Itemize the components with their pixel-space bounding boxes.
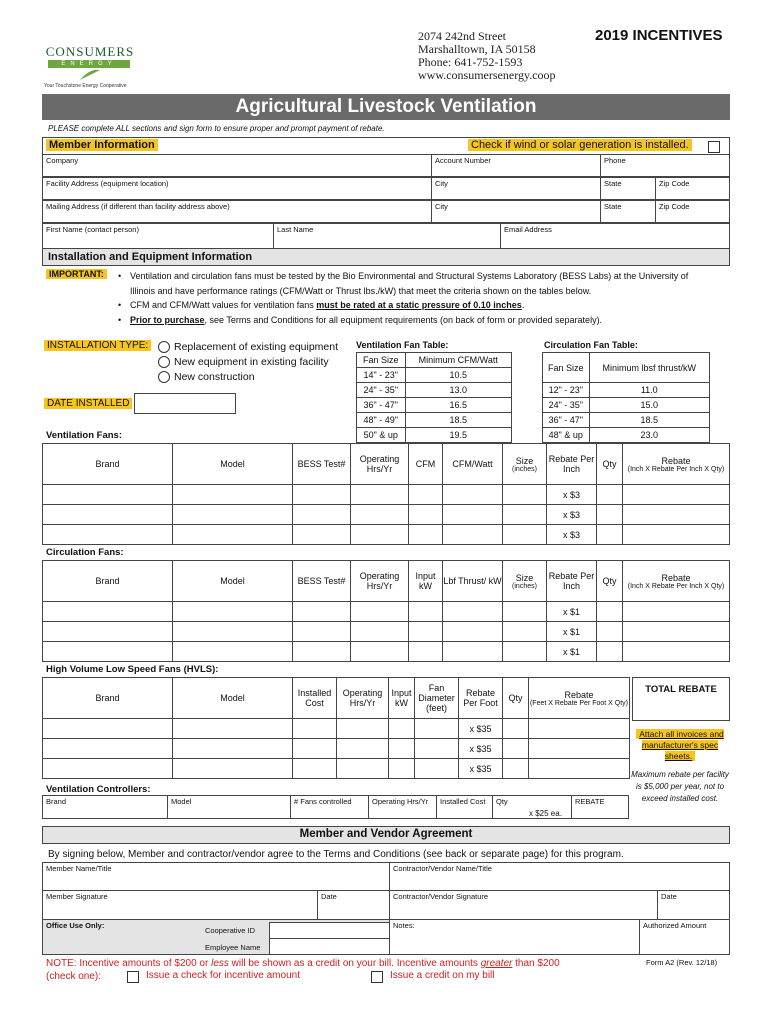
- employee-name-label: Employee Name: [205, 943, 261, 952]
- important-label: IMPORTANT:: [46, 269, 107, 279]
- table-row[interactable]: [43, 759, 630, 779]
- check-one-label: (check one):: [46, 971, 102, 982]
- logo-name: CONSUMERS: [45, 44, 135, 59]
- issue-check-checkbox[interactable]: [127, 971, 139, 983]
- vent-size: 36" - 47": [357, 398, 406, 413]
- vent-size: 14" - 23": [357, 368, 406, 383]
- col-qty: Qty: [597, 444, 623, 485]
- col-size: Size (inches): [503, 561, 547, 602]
- controller-hrs-field[interactable]: Operating Hrs/Yr: [368, 795, 437, 819]
- col-rebate: Rebate (Feet X Rebate Per Foot X Qty): [529, 678, 630, 719]
- authorized-amount-field[interactable]: Authorized Amount: [639, 919, 730, 955]
- vent-size: 24" - 35": [357, 383, 406, 398]
- requirement-bess: • Ventilation and circulation fans must be tested by the Bio Environmental and Structural Systems Laboratory (BESS Labs) at the University of Illinois and have performance ratings (CFM/Watt or Thrust lbs./kW) that meet the criteria shown on the tables below.: [118, 269, 708, 298]
- col-brand: Brand: [43, 444, 173, 485]
- col-rebate-per-inch: Rebate Per Inch: [547, 561, 597, 602]
- col-model: Model: [173, 561, 293, 602]
- circ-size: 36" - 47": [543, 413, 590, 428]
- controller-brand-field[interactable]: Brand: [42, 795, 168, 819]
- rebate-rate: x $35: [459, 759, 503, 779]
- installation-type-options: [158, 340, 338, 385]
- last-name-field[interactable]: Last Name: [273, 223, 501, 249]
- col-bess-test: BESS Test#: [293, 444, 351, 485]
- option-new-equipment[interactable]: New equipment in existing facility: [158, 355, 338, 370]
- phone-field[interactable]: Phone: [600, 154, 730, 177]
- table-row[interactable]: [43, 739, 630, 759]
- vent-min: 13.0: [405, 383, 511, 398]
- vendor-name-field[interactable]: Contractor/Vendor Name/Title: [389, 862, 730, 891]
- option-replacement[interactable]: Replacement of existing equipment: [158, 340, 338, 355]
- date-installed-input[interactable]: [134, 393, 236, 414]
- circ-size: 24" - 35": [543, 398, 590, 413]
- member-date-field[interactable]: Date: [317, 890, 390, 920]
- issue-credit-checkbox[interactable]: [371, 971, 383, 983]
- circ-size: 12" - 23": [543, 383, 590, 398]
- form-title: Agricultural Livestock Ventilation: [42, 94, 730, 120]
- mailing-state-field[interactable]: State: [600, 200, 656, 223]
- notes-field[interactable]: Notes:: [389, 919, 640, 955]
- rebate-rate: x $1: [547, 622, 597, 642]
- radio-new-construction[interactable]: [158, 371, 170, 383]
- circ-min: 18.5: [589, 413, 709, 428]
- rebate-rate: x $3: [547, 505, 597, 525]
- logo-band: ENERGY: [48, 60, 130, 68]
- col-rebate-per-foot: Rebate Per Foot: [459, 678, 503, 719]
- issue-check-label: Issue a check for incentive amount: [146, 970, 300, 981]
- company-address: [418, 30, 556, 82]
- vent-fan-criteria-table: [356, 352, 512, 443]
- circ-col-min-thrust: Minimum lbsf thrust/kW: [589, 353, 709, 383]
- circ-fans-label: Circulation Fans:: [46, 547, 124, 558]
- radio-replacement[interactable]: [158, 341, 170, 353]
- col-bess-test: BESS Test#: [293, 561, 351, 602]
- vent-size: 50" & up: [357, 428, 406, 443]
- vendor-signature-field[interactable]: Contractor/Vendor Signature: [389, 890, 658, 920]
- address-phone: Phone: 641-752-1593: [418, 55, 523, 69]
- controller-rebate-field[interactable]: REBATE: [571, 795, 629, 819]
- table-row[interactable]: [43, 485, 730, 505]
- vent-min: 19.5: [405, 428, 511, 443]
- col-qty: Qty: [597, 561, 623, 602]
- mailing-city-field[interactable]: City: [431, 200, 601, 223]
- col-operating-hrs: Operating Hrs/Yr: [351, 444, 409, 485]
- logo-tagline: Your Touchstone Energy Cooperative: [44, 83, 127, 89]
- col-operating-hrs: Operating Hrs/Yr: [351, 561, 409, 602]
- col-rebate: Rebate (Inch X Rebate Per Inch X Qty): [623, 444, 730, 485]
- col-input-kw: Input kW: [389, 678, 415, 719]
- circ-min: 23.0: [589, 428, 709, 443]
- requirement-static-pressure: • CFM and CFM/Watt values for ventilation fans must be rated at a static pressure of 0.10 inches.: [118, 298, 708, 313]
- mailing-zip-field[interactable]: Zip Code: [655, 200, 730, 223]
- instructions: PLEASE complete ALL sections and sign form to ensure proper and prompt payment of rebate.: [48, 124, 385, 133]
- rebate-rate: x $35: [459, 719, 503, 739]
- date-installed-label: DATE INSTALLED: [44, 398, 132, 409]
- cooperative-id-input[interactable]: [269, 922, 390, 939]
- agreement-text: By signing below, Member and contractor/vendor agree to the Terms and Conditions (see back or separate page) for this program.: [48, 849, 624, 860]
- vent-size: 48" - 49": [357, 413, 406, 428]
- agreement-heading: Member and Vendor Agreement: [299, 828, 473, 840]
- circ-fan-criteria-table: [542, 352, 710, 443]
- controller-model-field[interactable]: Model: [167, 795, 291, 819]
- incentives-year: 2019 INCENTIVES: [595, 27, 723, 44]
- address-city: Marshalltown, IA 50158: [418, 42, 536, 56]
- address-street: 2074 242nd Street: [418, 29, 506, 43]
- controller-cost-field[interactable]: Installed Cost: [436, 795, 493, 819]
- account-number-field[interactable]: Account Number: [431, 154, 601, 177]
- vent-fans-table: [42, 443, 730, 545]
- total-rebate-box[interactable]: TOTAL REBATE: [632, 677, 730, 721]
- circ-fans-table: [42, 560, 730, 662]
- member-signature-field[interactable]: Member Signature: [42, 890, 318, 920]
- wind-solar-checkbox[interactable]: [708, 141, 720, 153]
- requirement-terms: • Prior to purchase, see Terms and Conditions for all equipment requirements (on back of form or provided separately).: [118, 313, 708, 328]
- table-row[interactable]: [43, 525, 730, 545]
- facility-state-field[interactable]: State: [600, 177, 656, 200]
- col-brand: Brand: [43, 561, 173, 602]
- rebate-rate: x $3: [547, 485, 597, 505]
- address-website: www.consumersenergy.coop: [418, 68, 556, 82]
- vent-fans-label: Ventilation Fans:: [46, 430, 123, 441]
- rebate-rate: x $35: [459, 739, 503, 759]
- facility-city-field[interactable]: City: [431, 177, 601, 200]
- vent-min: 10.5: [405, 368, 511, 383]
- cooperative-id-label: Cooperative ID: [205, 926, 256, 935]
- col-thrust-kw: Lbf Thrust/ kW: [443, 561, 503, 602]
- col-size: Size (inches): [503, 444, 547, 485]
- table-row[interactable]: [43, 602, 730, 622]
- first-name-field[interactable]: First Name (contact person): [42, 223, 274, 249]
- col-cfm: CFM: [409, 444, 443, 485]
- col-cfm-watt: CFM/Watt: [443, 444, 503, 485]
- circ-min: 15.0: [589, 398, 709, 413]
- col-operating-hrs: Operating Hrs/Yr: [337, 678, 389, 719]
- col-rebate-per-inch: Rebate Per Inch: [547, 444, 597, 485]
- office-use-area: Office Use Only:: [42, 919, 390, 955]
- controllers-label: Ventilation Controllers:: [46, 784, 151, 795]
- install-heading: Installation and Equipment Information: [48, 251, 253, 263]
- circ-size: 48" & up: [543, 428, 590, 443]
- table-row[interactable]: [43, 719, 630, 739]
- installation-type-label: INSTALLATION TYPE:: [44, 340, 151, 351]
- hvls-label: High Volume Low Speed Fans (HVLS):: [46, 664, 219, 675]
- issue-credit-label: Issue a credit on my bill: [390, 970, 495, 981]
- col-fan-diameter: Fan Diameter (feet): [415, 678, 459, 719]
- vent-col-min-cfm: Minimum CFM/Watt: [405, 353, 511, 368]
- col-qty: Qty: [503, 678, 529, 719]
- circ-col-fan-size: Fan Size: [543, 353, 590, 383]
- attach-invoices-note: Attach all invoices and manufacturer's spec sheets.: [634, 729, 726, 762]
- requirements-list: [118, 269, 708, 327]
- facility-zip-field[interactable]: Zip Code: [655, 177, 730, 200]
- vent-min: 18.5: [405, 413, 511, 428]
- vent-min: 16.5: [405, 398, 511, 413]
- employee-name-input[interactable]: [269, 938, 390, 955]
- controller-fans-field[interactable]: # Fans controlled: [290, 795, 369, 819]
- company-field[interactable]: Company: [42, 154, 432, 177]
- wind-solar-label: Check if wind or solar generation is installed.: [468, 139, 692, 151]
- logo-leaf-icon: [78, 68, 102, 82]
- col-rebate: Rebate (Inch X Rebate Per Inch X Qty): [623, 561, 730, 602]
- col-installed-cost: Installed Cost: [293, 678, 337, 719]
- col-input-kw: Input kW: [409, 561, 443, 602]
- col-brand: Brand: [43, 678, 173, 719]
- option-new-construction[interactable]: New construction: [158, 370, 338, 385]
- incentive-note: NOTE: Incentive amounts of $200 or less will be shown as a credit on your bill. Incentive amounts greater than $200: [46, 958, 560, 969]
- rebate-rate: x $3: [547, 525, 597, 545]
- col-model: Model: [173, 678, 293, 719]
- hvls-table: [42, 677, 630, 779]
- vent-col-fan-size: Fan Size: [357, 353, 406, 368]
- col-model: Model: [173, 444, 293, 485]
- radio-new-equipment[interactable]: [158, 356, 170, 368]
- vent-table-title: Ventilation Fan Table:: [356, 340, 449, 350]
- controller-qty-field[interactable]: Qty x $25 ea.: [492, 795, 572, 819]
- member-name-field[interactable]: Member Name/Title: [42, 862, 390, 891]
- form-number: Form A2 (Rev. 12/18): [646, 958, 718, 967]
- table-row[interactable]: [43, 642, 730, 662]
- circ-table-title: Circulation Fan Table:: [544, 340, 638, 350]
- facility-address-field[interactable]: Facility Address (equipment location): [42, 177, 432, 200]
- rebate-rate: x $1: [547, 642, 597, 662]
- circ-min: 11.0: [589, 383, 709, 398]
- table-row[interactable]: [43, 622, 730, 642]
- member-info-heading: Member Information: [46, 139, 158, 151]
- maximum-rebate-note: Maximum rebate per facility is $5,000 per year, not to exceed installed cost.: [631, 770, 729, 803]
- rebate-rate: x $1: [547, 602, 597, 622]
- table-row[interactable]: [43, 505, 730, 525]
- vendor-date-field[interactable]: Date: [657, 890, 730, 920]
- mailing-address-field[interactable]: Mailing Address (if different than facility address above): [42, 200, 432, 223]
- email-field[interactable]: Email Address: [500, 223, 730, 249]
